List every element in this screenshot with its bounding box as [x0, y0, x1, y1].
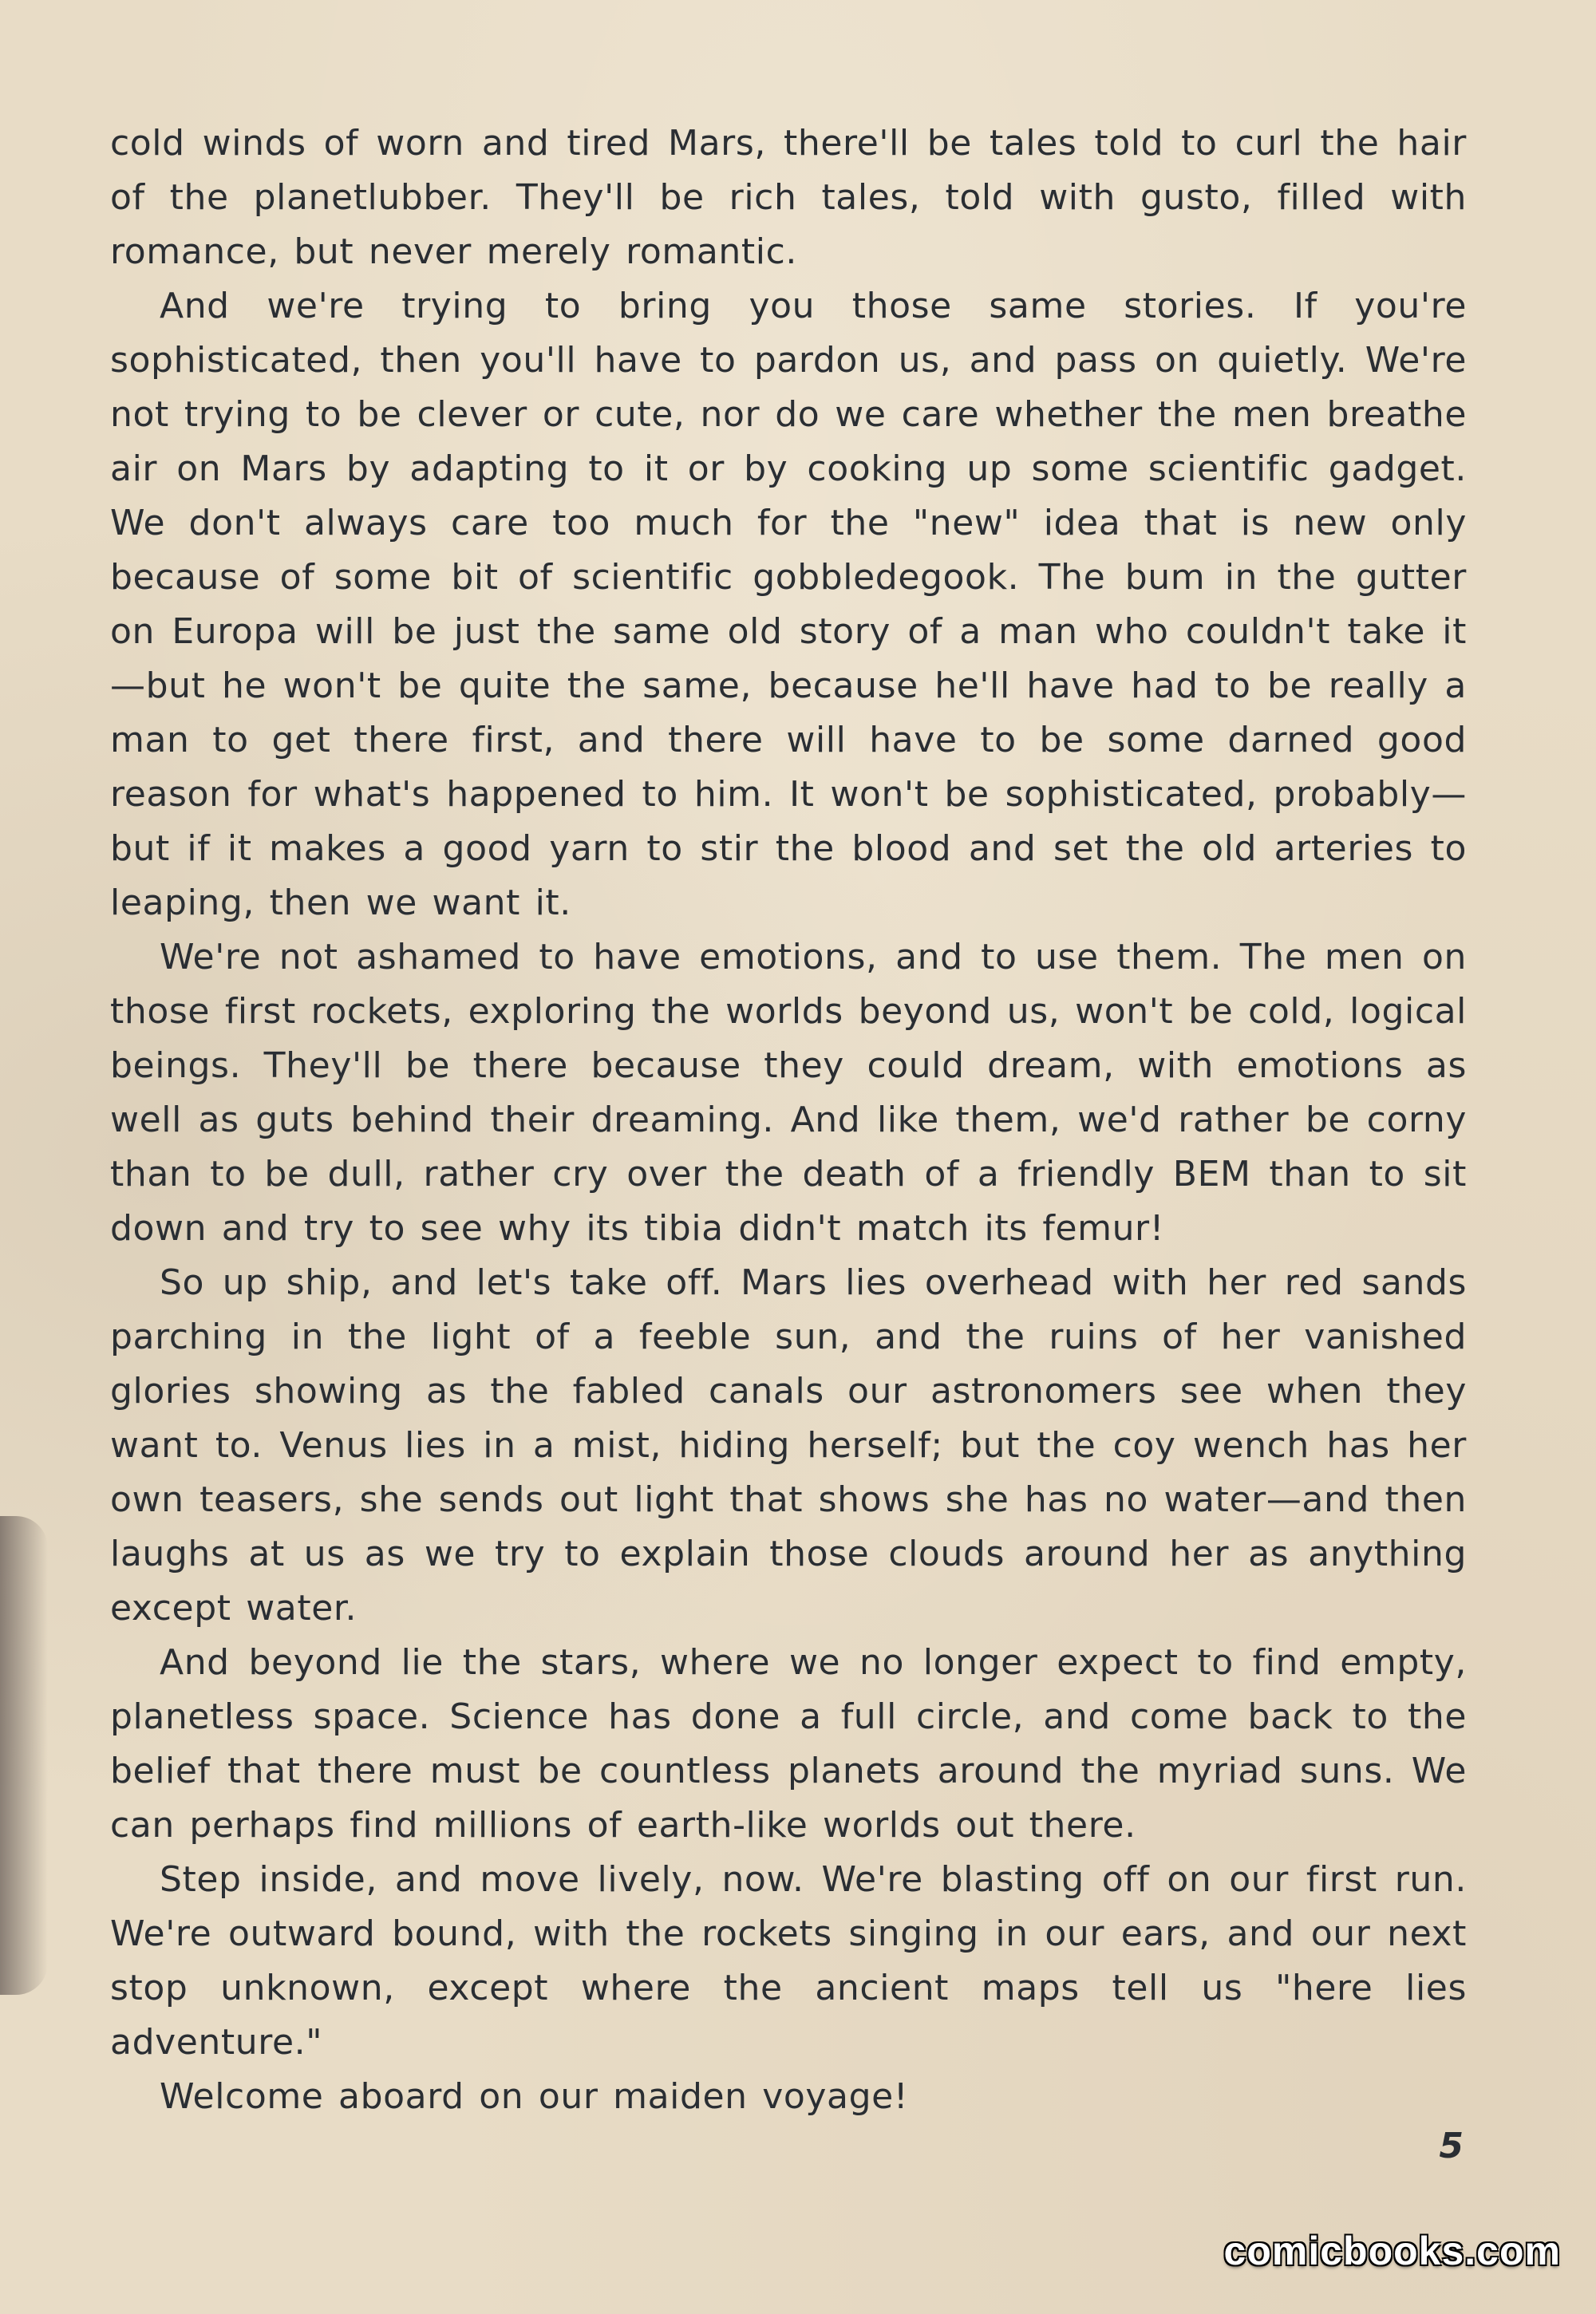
paragraph-6: Step inside, and move lively, now. We're blasting off on our first run. We're outward bound, with the rockets singing in our ears, and our next stop unknown, except where the ancient maps tell us "here lies adventure." — [110, 1859, 1467, 2063]
paragraph-4: So up ship, and let's take off. Mars lies overhead with her red sands parching in the light of a feeble sun, and the ruins of her vanished glories showing as the fabled canals our astronomers see when they want to. Venus lies in a mist, hiding herself; but the coy wench has her own teasers, she sends out light that shows she has no water—and then laughs at us as we try to explain those clouds around her as anything except water. — [110, 1262, 1467, 1629]
paragraph-1: cold winds of worn and tired Mars, there'll be tales told to curl the hair of the planetlubber. They'll be rich tales, told with gusto, filled with romance, but never merely romantic. — [110, 123, 1467, 272]
paragraph-5: And beyond lie the stars, where we no longer expect to find empty, planetless space. Science has done a full circle, and come back to the belief that there must be countless planets around the myriad suns. We can perhaps find millions of earth-like worlds out there. — [110, 1642, 1467, 1846]
paragraph-7: Welcome aboard on our maiden voyage! — [160, 2076, 909, 2117]
page-edge-shadow — [0, 1516, 48, 1995]
paragraph-3: We're not ashamed to have emotions, and to use them. The men on those first rockets, exploring the worlds beyond us, won't be cold, logical beings. They'll be there because they could dream, with emotions as well as guts behind their dreaming. And like them, we'd rather be corny than to be dull, rather cry over the death of a friendly BEM than to sit down and try to see why its tibia didn't match its femur! — [110, 937, 1467, 1249]
paragraph-2: And we're trying to bring you those same stories. If you're sophisticated, then you'll have to pardon us, and pass on quietly. We're not trying to be clever or cute, nor do we care whether the men breathe air on Mars by adapting to it or by cooking up some scientific gadget. We don't always care too much for the "new" idea that is new only because of some bit of scientific gobbledegook. The bum in the gutter on Europa will be just the same old story of a man who couldn't take it —but he won't be quite the same, because he'll have had to be really a man to get there first, and there will have to be some darned good reason for what's happened to him. It won't be sophisticated, probably—but if it makes a good yarn to stir the blood and set the old arteries to leaping, then we want it. — [110, 286, 1467, 923]
watermark: comicbooks.com — [1223, 2229, 1561, 2273]
page-number: 5 — [1439, 2126, 1464, 2166]
article-body — [110, 116, 1467, 2124]
